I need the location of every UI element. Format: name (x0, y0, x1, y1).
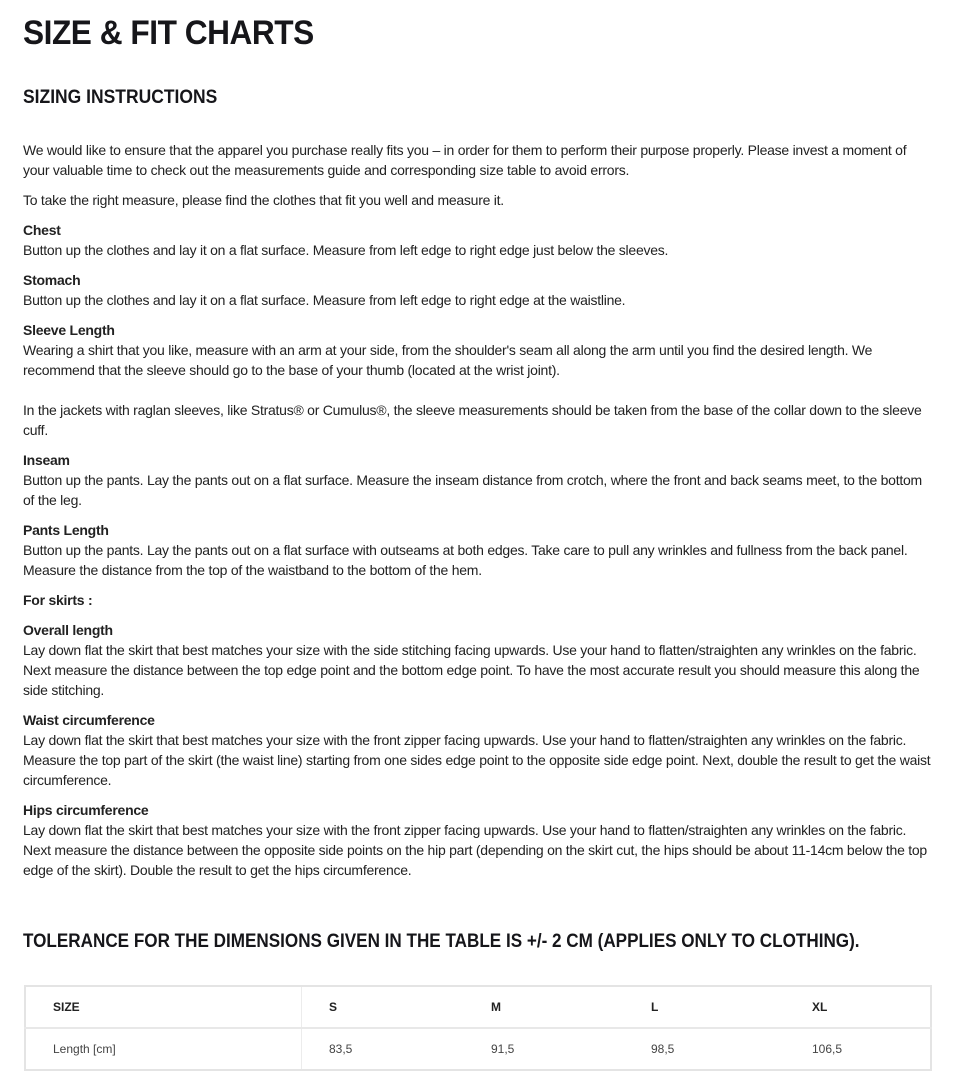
page-title: SIZE & FIT CHARTS (23, 14, 314, 52)
section-title: Inseam (23, 452, 70, 468)
section-waist-circumference (23, 710, 935, 790)
cell-value: 106,5 (812, 1042, 843, 1056)
section-text: Button up the clothes and lay it on a flat surface. Measure from left edge to right edge just below the sleeves. (23, 242, 669, 258)
cell-value: 91,5 (491, 1042, 515, 1056)
cell-value: 98,5 (651, 1042, 675, 1056)
table-row (25, 1028, 931, 1070)
instructions-body (23, 140, 935, 890)
section-title: Chest (23, 222, 61, 238)
cell-value: 83,5 (329, 1042, 353, 1056)
section-text: Button up the clothes and lay it on a flat surface. Measure from left edge to right edge at the waistline. (23, 292, 626, 308)
section-title: Stomach (23, 272, 81, 288)
section-text: Lay down flat the skirt that best matches your size with the side stitching facing upwards. Use your hand to flatten/straighten any wrinkles on the fabric. Next measure the distance between the top edge point and the bottom edge point. To have the most accurate result you should measure this along the side stitching. (23, 642, 920, 698)
row-label: Length [cm] (25, 1028, 302, 1070)
section-chest (23, 220, 935, 260)
skirts-label: For skirts : (23, 592, 93, 608)
section-inseam (23, 450, 935, 510)
section-text: In the jackets with raglan sleeves, like Stratus® or Cumulus®, the sleeve measurements should be taken from the base of the collar down to the sleeve cuff. (23, 402, 922, 438)
section-text: Wearing a shirt that you like, measure with an arm at your side, from the shoulder's seam all along the arm until you find the desired length. We recommend that the sleeve should go to the base of your thumb (located at the wrist joint). (23, 342, 873, 378)
tolerance-heading: TOLERANCE FOR THE DIMENSIONS GIVEN IN THE TABLE IS +/- 2 CM (APPLIES ONLY TO CLOTHING). (23, 931, 860, 952)
header-cell-s: S (302, 986, 465, 1028)
intro-paragraph: To take the right measure, please find the clothes that fit you well and measure it. (23, 192, 504, 208)
section-text: Lay down flat the skirt that best matches your size with the front zipper facing upwards. Use your hand to flatten/straighten any wrinkles on the fabric. Measure the top part of the skirt (the waist line) starting from one sides edge point to the opposite side edge point. Next, double the result to get the waist circumference. (23, 732, 931, 788)
header-cell-size: SIZE (25, 986, 302, 1028)
header-cell-l: L (624, 986, 785, 1028)
header-cell-m: M (464, 986, 624, 1028)
section-text: Lay down flat the skirt that best matches your size with the front zipper facing upwards. Use your hand to flatten/straighten any wrinkles on the fabric. Next measure the distance between the opposite side points on the hip part (depending on the skirt cut, the hips should be about 11-14cm below the top edge of the skirt). Double the result to get the hips circumference. (23, 822, 927, 878)
section-title: Pants Length (23, 522, 109, 538)
section-title: Waist circumference (23, 712, 155, 728)
section-title: Hips circumference (23, 802, 149, 818)
size-table (24, 985, 932, 1071)
table-header-row (25, 986, 931, 1028)
section-text: Button up the pants. Lay the pants out on a flat surface. Measure the inseam distance from crotch, where the front and back seams meet, to the bottom of the leg. (23, 472, 922, 508)
section-pants-length (23, 520, 935, 580)
sizing-instructions-heading: SIZING INSTRUCTIONS (23, 87, 218, 108)
section-title: Overall length (23, 622, 113, 638)
intro-paragraph: We would like to ensure that the apparel you purchase really fits you – in order for them to perform their purpose properly. Please invest a moment of your valuable time to check out the measurements guide and corresponding size table to avoid errors. (23, 142, 907, 178)
section-stomach (23, 270, 935, 310)
header-cell-xl: XL (785, 986, 931, 1028)
section-sleeve-length (23, 320, 935, 440)
section-title: Sleeve Length (23, 322, 115, 338)
section-overall-length (23, 620, 935, 700)
section-hips-circumference (23, 800, 935, 880)
section-text: Button up the pants. Lay the pants out on a flat surface with outseams at both edges. Take care to pull any wrinkles and fullness from the back panel. Measure the distance from the top of the waistband to the bottom of the hem. (23, 542, 908, 578)
